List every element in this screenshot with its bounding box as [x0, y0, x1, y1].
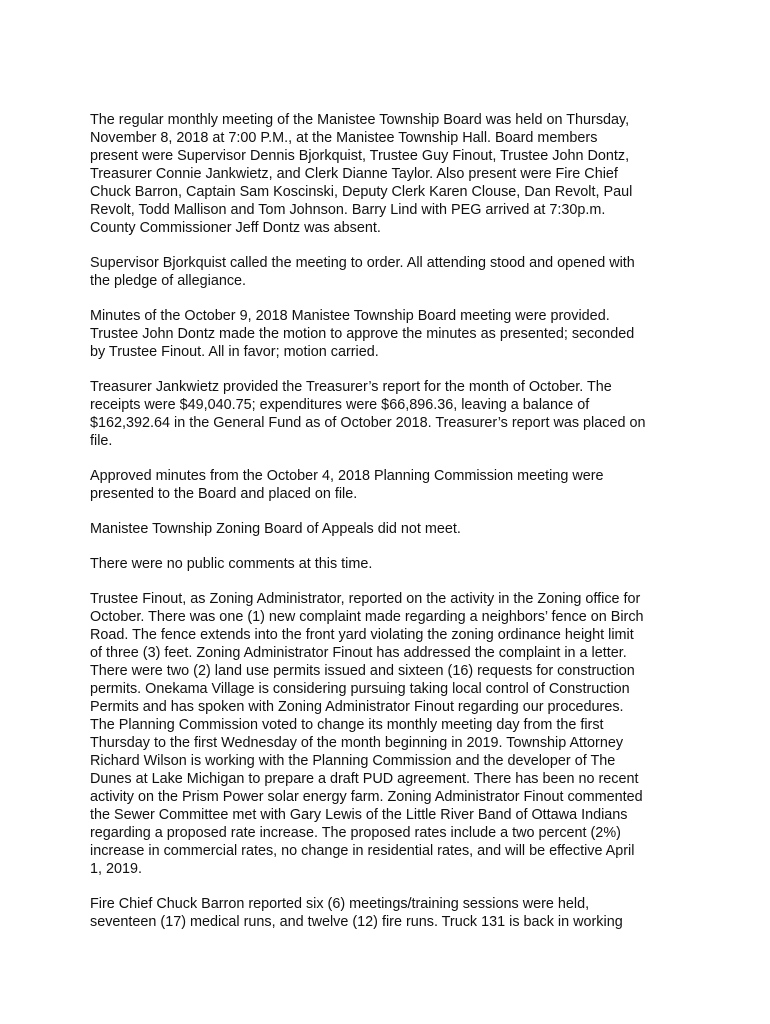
- text-line: Treasurer Jankwietz provided the Treasurer’s report for the month of October. The: [90, 379, 612, 395]
- text-line: Richard Wilson is working with the Planning Commission and the developer of The: [90, 753, 616, 769]
- minutes-page: [90, 111, 700, 948]
- text-line: Chuck Barron, Captain Sam Koscinski, Deputy Clerk Karen Clouse, Dan Revolt, Paul: [90, 184, 633, 200]
- text-line: file.: [90, 433, 113, 449]
- text-line: Supervisor Bjorkquist called the meeting to order. All attending stood and opened with: [90, 255, 635, 271]
- paragraph-fire-report: [90, 895, 700, 931]
- text-line: There were no public comments at this time.: [90, 556, 373, 572]
- text-line: Manistee Township Zoning Board of Appeals did not meet.: [90, 521, 461, 537]
- paragraph-treasurer-report: [90, 378, 700, 450]
- text-line: Thursday to the first Wednesday of the month beginning in 2019. Township Attorney: [90, 735, 624, 751]
- text-line: County Commissioner Jeff Dontz was absent.: [90, 220, 381, 236]
- text-line: November 8, 2018 at 7:00 P.M., at the Manistee Township Hall. Board members: [90, 130, 598, 146]
- text-line: Dunes at Lake Michigan to prepare a draft PUD agreement. There has been no recent: [90, 771, 639, 787]
- text-line: Approved minutes from the October 4, 2018 Planning Commission meeting were: [90, 468, 604, 484]
- text-line: Trustee Finout, as Zoning Administrator, reported on the activity in the Zoning office for: [90, 591, 641, 607]
- paragraph-public-comments: [90, 555, 700, 573]
- text-line: of three (3) feet. Zoning Administrator Finout has addressed the complaint in a letter.: [90, 645, 627, 661]
- text-line: Revolt, Todd Mallison and Tom Johnson. Barry Lind with PEG arrived at 7:30p.m.: [90, 202, 606, 218]
- paragraph-zoning-report: [90, 590, 700, 878]
- text-line: increase in commercial rates, no change in residential rates, and will be effective April: [90, 843, 635, 859]
- paragraph-call-to-order: [90, 254, 700, 290]
- text-line: by Trustee Finout. All in favor; motion carried.: [90, 344, 379, 360]
- text-line: present were Supervisor Dennis Bjorkquist, Trustee Guy Finout, Trustee John Dontz,: [90, 148, 630, 164]
- text-line: the pledge of allegiance.: [90, 273, 247, 289]
- text-line: The Planning Commission voted to change its monthly meeting day from the first: [90, 717, 604, 733]
- paragraph-minutes-approval: [90, 307, 700, 361]
- text-line: Treasurer Connie Jankwietz, and Clerk Dianne Taylor. Also present were Fire Chief: [90, 166, 618, 182]
- text-line: 1, 2019.: [90, 861, 143, 877]
- text-line: The regular monthly meeting of the Manistee Township Board was held on Thursday,: [90, 112, 630, 128]
- text-line: permits. Onekama Village is considering pursuing taking local control of Construction: [90, 681, 630, 697]
- text-line: the Sewer Committee met with Gary Lewis of the Little River Band of Ottawa Indians: [90, 807, 628, 823]
- text-line: activity on the Prism Power solar energy farm. Zoning Administrator Finout commented: [90, 789, 643, 805]
- paragraph-planning-commission: [90, 467, 700, 503]
- text-line: October. There was one (1) new complaint made regarding a neighbors’ fence on Birch: [90, 609, 644, 625]
- text-line: Trustee John Dontz made the motion to approve the minutes as presented; seconded: [90, 326, 635, 342]
- text-line: Minutes of the October 9, 2018 Manistee Township Board meeting were provided.: [90, 308, 610, 324]
- text-line: Permits and has spoken with Zoning Administrator Finout regarding our procedures.: [90, 699, 624, 715]
- text-line: Road. The fence extends into the front yard violating the zoning ordinance height limit: [90, 627, 634, 643]
- text-line: There were two (2) land use permits issued and sixteen (16) requests for construction: [90, 663, 635, 679]
- text-line: receipts were $49,040.75; expenditures were $66,896.36, leaving a balance of: [90, 397, 590, 413]
- text-line: Fire Chief Chuck Barron reported six (6) meetings/training sessions were held,: [90, 896, 590, 912]
- paragraph-attendance: [90, 111, 700, 237]
- text-line: presented to the Board and placed on file.: [90, 486, 358, 502]
- text-line: regarding a proposed rate increase. The proposed rates include a two percent (2%): [90, 825, 621, 841]
- paragraph-zoning-appeals: [90, 520, 700, 538]
- text-line: seventeen (17) medical runs, and twelve (12) fire runs. Truck 131 is back in working: [90, 914, 623, 930]
- text-line: $162,392.64 in the General Fund as of October 2018. Treasurer’s report was placed on: [90, 415, 646, 431]
